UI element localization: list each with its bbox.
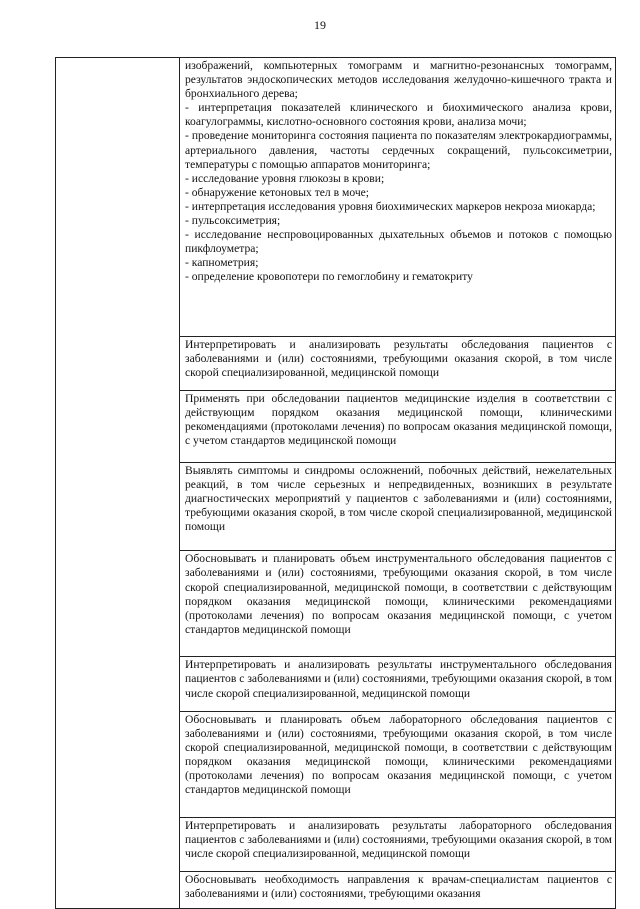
cell-paragraph: Интерпретировать и анализировать результаты обследования пациентов с заболеваниями и (или) состояниями, требующими оказания скорой, в том числе скорой специализированной, медицинской помощи (185, 337, 612, 379)
list-item: - исследование уровня глюкозы в крови; (185, 171, 385, 185)
cell-paragraph: Интерпретировать и анализировать результаты инструментального обследования пациентов с заболеваниями и (или) состояниями, требующими оказания скорой, в том числе скорой специализированной, медицинской помощи (185, 658, 612, 700)
cell-paragraph: Применять при обследовании пациентов медицинские изделия в соответствии с действующим порядком оказания медицинской помощи, клиническими рекомендациями (протоколами лечения) по вопросам оказания медицинской помощи, с учетом стандартов медицинской помощи (185, 392, 612, 448)
cell-paragraph: Обосновывать и планировать объем инструментального обследования пациентов с заболеваниями и (или) состояниями, требующими оказания скорой, в том числе скорой специализированной, медицинской помощи, в соответствии с действующим порядком оказания медицинской помощи, клиническими рекомендациями (протоколами лечения) по вопросам оказания медицинской помощи, с учетом стандартов медицинской помощи (185, 552, 612, 636)
right-column-cell (180, 551, 616, 657)
cell-text (180, 58, 615, 285)
list-item: - проведение мониторинга состояния пациента по показателям электрокардиограммы, артериального давления, частоты сердечных сокращений, пульсоксиметрии, температуры с помощью аппаратов мониторинга; (185, 129, 612, 171)
requirements-table (55, 57, 616, 909)
cell-paragraph: Выявлять симптомы и синдромы осложнений, побочных действий, нежелательных реакций, в том числе серьезных и непредвиденных, возникших в результате диагностических мероприятий у пациентов с заболеваниями и (или) состояниями, требующими оказания скорой, в том числе скорой специализированной, медицинской помощи (185, 463, 612, 533)
right-column-cell (180, 462, 616, 551)
right-column-cell (180, 871, 616, 908)
right-column-cell (180, 817, 616, 871)
right-column-cell (180, 58, 616, 337)
page-number: 19 (314, 18, 326, 32)
cell-paragraph: Обосновывать необходимость направления к врачам-специалистам пациентов с заболеваниями и (или) состояниями, требующими оказания (185, 872, 612, 901)
right-column-cell (180, 657, 616, 711)
list-item: - пульсоксиметрия; (185, 214, 281, 228)
list-item: - обнаружение кетоновых тел в моче; (185, 185, 370, 199)
list-item: - определение кровопотери по гемоглобину и гематокриту (185, 270, 473, 284)
right-column-cell (180, 336, 616, 390)
left-column-cell (56, 58, 180, 909)
list-item: - исследование неспровоцированных дыхательных объемов и потоков с помощью пикфлоуметра; (185, 228, 612, 256)
cell-paragraph: изображений, компьютерных томограмм и магнитно-резонансных томограмм, результатов эндоскопических методов исследования желудочно-кишечного тракта и бронхиального дерева; (185, 59, 612, 101)
list-item: - интерпретация исследования уровня биохимических маркеров некроза миокарда; (185, 199, 596, 213)
table-row (56, 58, 616, 337)
list-item: - капнометрия; (185, 256, 259, 270)
right-column-cell (180, 711, 616, 817)
cell-paragraph: Интерпретировать и анализировать результаты лабораторного обследования пациентов с заболеваниями и (или) состояниями, требующими оказания скорой, в том числе скорой специализированной, медицинской помощи (185, 818, 612, 860)
right-column-cell (180, 391, 616, 463)
cell-paragraph: Обосновывать и планировать объем лабораторного обследования пациентов с заболеваниями и (или) состояниями, требующими оказания скорой, в том числе скорой специализированной, медицинской помощи, в соответствии с действующим порядком оказания медицинской помощи, клиническими рекомендациями (протоколами лечения) по вопросам оказания медицинской помощи, с учетом стандартов медицинской помощи (185, 712, 612, 797)
list-item: - интерпретация показателей клинического и биохимического анализа крови, коагулограммы, кислотно-основного состояния крови, анализа мочи; (185, 101, 612, 129)
